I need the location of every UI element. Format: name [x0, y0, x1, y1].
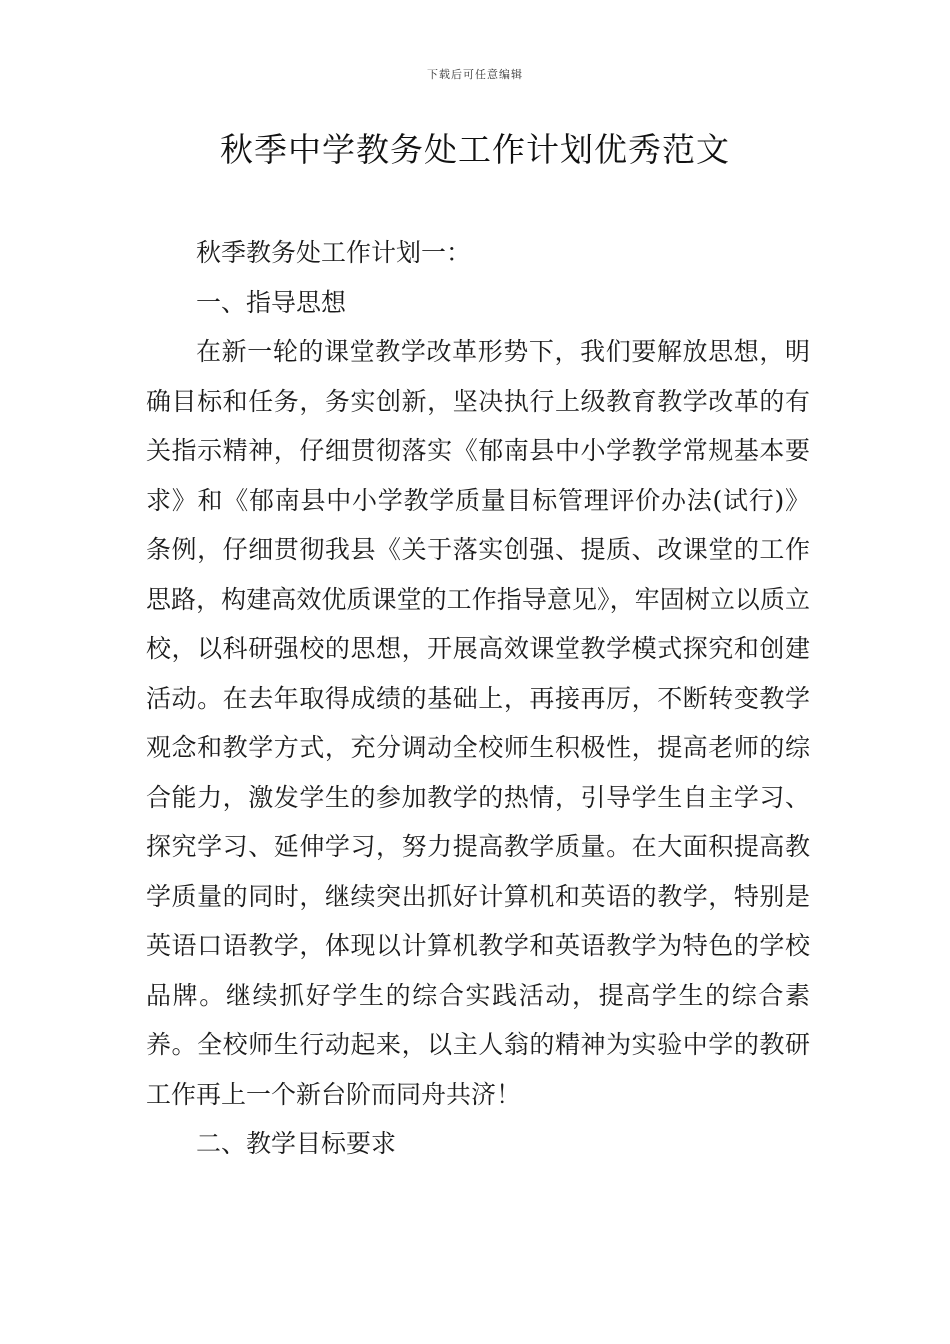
section-heading-teaching-goals: 二、教学目标要求 — [196, 1129, 397, 1158]
document-body — [146, 228, 810, 1169]
document-title: 秋季中学教务处工作计划优秀范文 — [220, 130, 730, 169]
section-heading-guiding-ideology: 一、指导思想 — [196, 287, 347, 317]
header-note: 下载后可任意编辑 — [427, 68, 523, 81]
body-paragraph: 在新一轮的课堂教学改革形势下，我们要解放思想，明确目标和任务，务实创新，坚决执行上级教育教学改革的有关指示精神，仔细贯彻落实《郁南县中小学教学常规基本要求》和《郁南县中小学教学质量目标管理评价办法(试行)》条例，仔细贯彻我县《关于落实创强、提质、改课堂的工作思路，构建高效优质课堂的工作指导意见》，牢固树立以质立校，以科研强校的思想，开展高效课堂教学模式探究和创建活动。在去年取得成绩的基础上，再接再厉，不断转变教学观念和教学方式，充分调动全校师生积极性，提高老师的综合能力，激发学生的参加教学的热情，引导学生自主学习、探究学习、延伸学习，努力提高教学质量。在大面积提高教学质量的同时，继续突出抓好计算机和英语的教学，特别是英语口语教学，体现以计算机教学和英语教学为特色的学校品牌。继续抓好学生的综合实践活动，提高学生的综合素养。全校师生行动起来，以主人翁的精神为实验中学的教研工作再上一个新台阶而同舟共济！ — [146, 337, 810, 1109]
section-intro: 秋季教务处工作计划一： — [196, 238, 472, 267]
